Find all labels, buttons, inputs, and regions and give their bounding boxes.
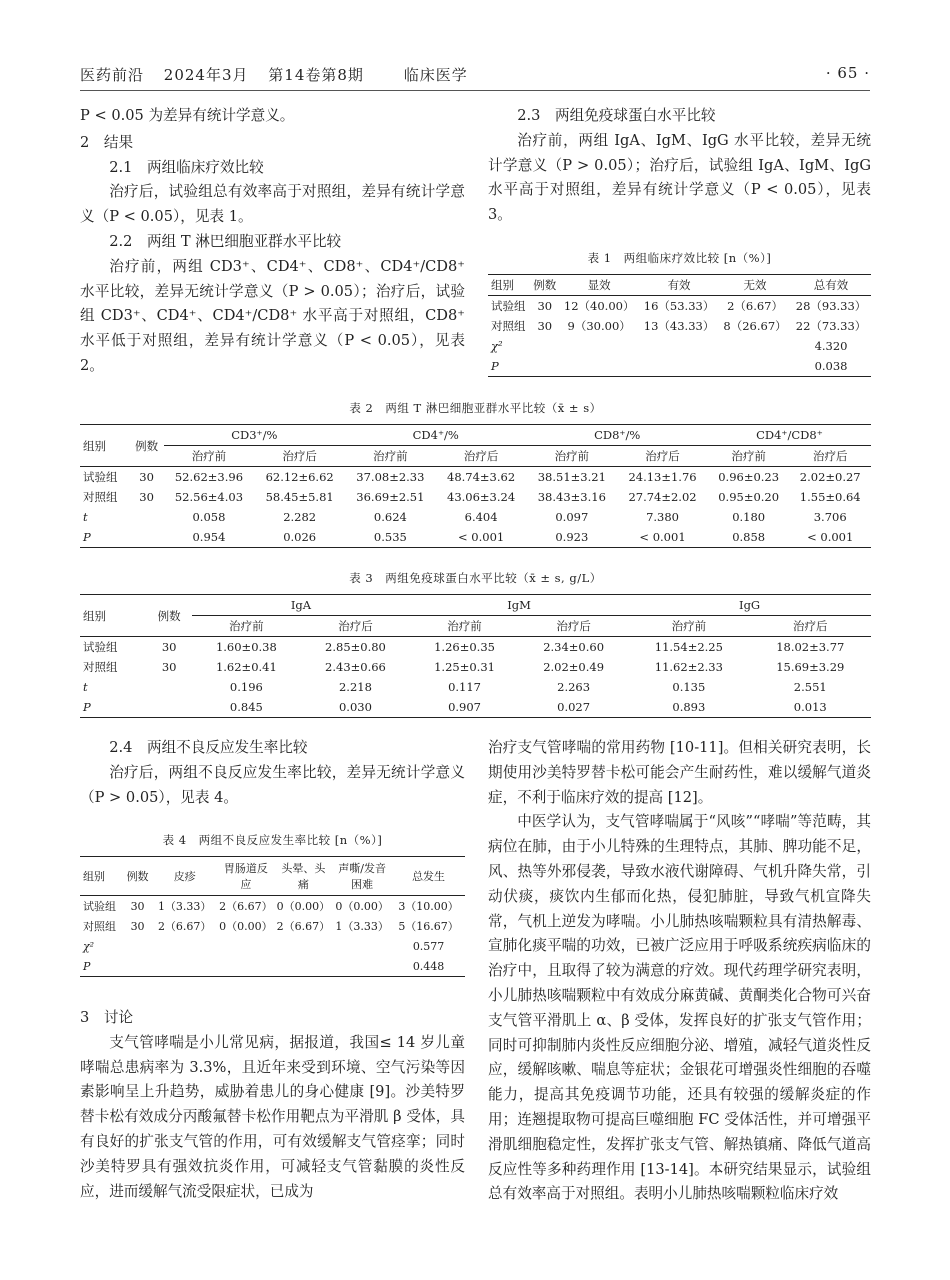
heading-2-4: 2.4 两组不良反应发生率比较 <box>109 739 308 756</box>
paragraph-significance: P < 0.05 为差异有统计学意义。 <box>80 107 295 124</box>
table-row <box>80 896 465 917</box>
table-cell: 30 <box>139 470 154 484</box>
table-row <box>80 637 871 658</box>
table-subheader: 治疗前 <box>410 616 519 637</box>
header-divider <box>80 90 870 91</box>
table-cell: 3.706 <box>813 510 847 524</box>
volume-issue: 第14卷第8期 <box>268 66 364 84</box>
table-cell: 2.85±0.80 <box>325 640 386 654</box>
table-cell: 1.60±0.38 <box>215 640 277 654</box>
heading-results: 2 结果 <box>80 133 134 151</box>
journal-name: 医药前沿 <box>80 66 145 84</box>
heading-2-2: 2.2 两组 T 淋巴细胞亚群水平比较 <box>109 232 342 250</box>
table-cell: 0.858 <box>708 527 790 548</box>
paragraph-discussion: 支气管哮喘是小儿常见病，据报道，我国≤ 14 岁儿童哮喘总患病率为 3.3%，且近年来受到环境、空气污染等因素影响呈上升趋势，威胁着患儿的身心健康 [9]。沙美特罗替卡松有效成分丙酸氟替卡松作用靶点为平滑肌 β 受体，具有良好的扩张支气管的作用，可有效缓解支气管痉挛；同时沙美特罗具有强效抗炎作用，可减轻支气管黏膜的炎性反应，进而缓解气流受限症状，已成为 <box>80 1033 465 1200</box>
table-cell: 0.907 <box>410 697 519 718</box>
left-column-discussion <box>80 1004 465 1204</box>
table-cell: 0.196 <box>229 680 263 694</box>
table-cell: 1.55±0.64 <box>799 490 861 504</box>
table-cell: 0.577 <box>412 939 445 953</box>
table-cell: 0.923 <box>526 527 617 548</box>
table-cell: 2（6.67） <box>219 900 273 913</box>
table-4-block <box>80 832 465 977</box>
table-header-cell: 头晕、头痛 <box>275 857 333 896</box>
table-cell: t <box>83 680 88 694</box>
table-cell: 试验组 <box>83 900 116 913</box>
table-cell: 58.45±5.81 <box>265 490 334 504</box>
table-cell: 2.263 <box>557 680 591 694</box>
table-cell: 对照组 <box>83 660 118 674</box>
table-cell: 对照组 <box>83 490 118 504</box>
table-cell: 11.62±2.33 <box>654 660 723 674</box>
table-cell: 0.027 <box>519 697 628 718</box>
table-subheader: 治疗后 <box>254 446 345 467</box>
table-cell: 0.013 <box>750 697 871 718</box>
table-cell: 0.030 <box>301 697 410 718</box>
table-cell: 30 <box>139 490 154 504</box>
table-cell: 7.380 <box>646 510 679 524</box>
table-cell: 0.845 <box>192 697 301 718</box>
table-cell: 30 <box>130 899 145 913</box>
table-subheader: 治疗后 <box>789 446 871 467</box>
table-1-block <box>488 250 871 377</box>
table-cell: < 0.001 <box>617 527 708 548</box>
table-header-cell: 声嘶/发音困难 <box>332 857 392 896</box>
table-cell: 0（0.00） <box>276 900 331 913</box>
table-cell: P <box>488 356 530 377</box>
table-1-caption: 表 1 两组临床疗效比较 [n（%）] <box>587 251 772 265</box>
table-cell: 12（40.00） <box>563 299 635 313</box>
table-cell: 30 <box>161 640 177 654</box>
table-cell: 38.43±3.16 <box>537 490 606 504</box>
table-cell: 0.180 <box>732 510 766 524</box>
table-row <box>80 657 871 677</box>
table-cell: 1.26±0.35 <box>434 640 495 654</box>
right-column-bottom <box>488 736 871 1207</box>
table-cell: 0.624 <box>373 510 407 524</box>
table-header-group: CD4⁺/CD8⁺ <box>708 425 871 446</box>
table-row <box>80 467 871 488</box>
table-row <box>80 487 871 507</box>
table-cell: 1（3.33） <box>157 900 212 913</box>
table-cell: < 0.001 <box>436 527 527 548</box>
table-cell: 2（6.67） <box>157 920 212 933</box>
table-header-cell: 例数 <box>146 595 191 637</box>
table-header-cell: 胃肠道反应 <box>217 857 275 896</box>
table-subheader: 治疗前 <box>192 616 301 637</box>
table-cell: 0.026 <box>254 527 345 548</box>
table-cell: 52.62±3.96 <box>174 470 244 484</box>
table-subheader: 治疗后 <box>750 616 871 637</box>
table-row <box>488 316 871 336</box>
table-cell: 30 <box>537 299 553 313</box>
table-cell: 37.08±2.33 <box>356 470 425 484</box>
paragraph-2-2: 治疗前，两组 CD3⁺、CD4⁺、CD8⁺、CD4⁺/CD8⁺ 水平比较，差异无统计学意义（P > 0.05）；治疗后，试验组 CD3⁺、CD4⁺、CD4⁺/CD8⁺ 水平高于对照组，CD8⁺ 水平低于对照组，差异有统计学意义（P < 0.05），见表 2。 <box>80 257 465 374</box>
table-cell: 试验组 <box>83 640 118 654</box>
table-cell: 4.320 <box>814 339 848 353</box>
table-row <box>80 916 465 936</box>
table-cell: 43.06±3.24 <box>447 490 516 504</box>
table-cell: 0.535 <box>345 527 436 548</box>
table-cell <box>146 677 191 697</box>
table-header-cell: 组别 <box>488 275 530 296</box>
table-cell: 2（6.67） <box>727 299 783 313</box>
table-cell: t <box>83 510 88 524</box>
paragraph-2-1: 治疗后，试验组总有效率高于对照组，差异有统计学意义（P < 0.05），见表 1。 <box>80 183 465 226</box>
table-cell: χ² <box>491 339 503 353</box>
table-cell: 3（10.00） <box>398 900 459 913</box>
heading-2-3: 2.3 两组免疫球蛋白水平比较 <box>517 107 716 124</box>
table-header-cell: 显效 <box>559 275 639 296</box>
table-cell <box>130 527 164 548</box>
page-number: · 65 · <box>825 64 870 82</box>
table-cell: 试验组 <box>83 470 118 484</box>
table-2 <box>80 424 871 548</box>
left-column-bottom <box>80 736 465 810</box>
table-row <box>80 956 465 977</box>
table-subheader: 治疗前 <box>708 446 790 467</box>
table-subheader: 治疗前 <box>628 616 749 637</box>
table-header-cell: 皮疹 <box>152 857 217 896</box>
table-subheader: 治疗后 <box>617 446 708 467</box>
table-cell: 1.62±0.41 <box>215 660 277 674</box>
table-cell: 1.25±0.31 <box>434 660 495 674</box>
table-1 <box>488 274 871 377</box>
table-3-block <box>80 570 871 718</box>
table-cell: 试验组 <box>491 299 526 313</box>
paragraph-tcm: 中医学认为，支气管哮喘属于“风咳”“哮喘”等范畴，其病位在肺，由于小儿特殊的生理特点，其肺、脾功能不足，风、热等外邪侵袭，导致水液代谢障碍、气机升降失常，引动伏痰，痰饮内生郁而化热，侵犯肺脏，导致气机宣降失常，气机上逆发为哮喘。小儿肺热咳喘颗粒具有清热解毒、宣肺化痰平喘的功效，已被广泛应用于呼吸系统疾病临床的治疗中，且取得了较为满意的疗效。现代药理学研究表明，小儿肺热咳喘颗粒中有效成分麻黄碱、黄酮类化合物可兴奋支气管平滑肌上 α、β 受体，发挥良好的扩张支气管作用；同时可抑制肺内炎性反应细胞分泌、增殖，减轻气道炎性反应，缓解咳嗽、喘息等症状；金银花可增强炎性细胞的吞噬能力，提高其免疫调节功能，还具有较强的缓解炎症的作用；连翘提取物可提高巨噬细胞 FC 受体活性，并可增强平滑肌细胞稳定性，发挥扩张支气管、解热镇痛、降低气道高反应性等多种药理作用 [13-14]。本研究结果显示，试验组总有效率高于对照组。表明小儿肺热咳喘颗粒临床疗效 <box>488 813 871 1203</box>
table-cell: 16（53.33） <box>643 299 715 313</box>
table-cell: 27.74±2.02 <box>628 490 697 504</box>
table-cell: 0（0.00） <box>219 920 273 933</box>
table-2-block <box>80 400 871 548</box>
table-cell: P <box>80 697 146 718</box>
table-cell: 1（3.33） <box>335 920 389 933</box>
paragraph-2-3: 治疗前，两组 IgA、IgM、IgG 水平比较，差异无统计学意义（P > 0.05）；治疗后，试验组 IgA、IgM、IgG 水平高于对照组，差异有统计学意义（P < 0.05），见表 3。 <box>488 131 871 224</box>
table-header-cell: 组别 <box>80 425 130 467</box>
table-row <box>80 677 871 697</box>
table-cell: 22（73.33） <box>795 319 867 333</box>
table-cell: 18.02±3.77 <box>776 640 845 654</box>
table-cell: 2.43±0.66 <box>325 660 386 674</box>
table-cell: 30 <box>161 660 177 674</box>
paragraph-2-4: 治疗后，两组不良反应发生率比较，差异无统计学意义（P > 0.05），见表 4。 <box>80 763 465 806</box>
table-row <box>80 507 871 527</box>
table-cell: 36.69±2.51 <box>356 490 425 504</box>
table-cell <box>146 697 191 718</box>
table-header-cell: 总发生 <box>392 857 465 896</box>
table-cell: 0.448 <box>392 956 465 977</box>
table-header-cell: 例数 <box>123 857 152 896</box>
table-cell: 2.218 <box>338 680 372 694</box>
table-cell: 24.13±1.76 <box>628 470 697 484</box>
table-cell <box>130 507 164 527</box>
table-4 <box>80 856 465 977</box>
table-cell: 2.34±0.60 <box>543 640 605 654</box>
table-header-cell: 总有效 <box>791 275 871 296</box>
table-row <box>488 356 871 377</box>
table-cell: 2.02±0.49 <box>543 660 605 674</box>
paragraph-continued: 治疗支气管哮喘的常用药物 [10-11]。但相关研究表明，长期使用沙美特罗替卡松可能会产生耐药性，难以缓解气道炎症，不利于临床疗效的提高 [12]。 <box>488 739 871 806</box>
table-cell: < 0.001 <box>789 527 871 548</box>
left-column-top <box>80 104 465 379</box>
table-header-group: IgG <box>628 595 871 616</box>
table-cell: 0.954 <box>164 527 255 548</box>
table-subheader: 治疗前 <box>164 446 255 467</box>
table-cell: 30 <box>130 919 145 933</box>
table-cell: 对照组 <box>83 920 116 933</box>
table-header-cell: 例数 <box>530 275 559 296</box>
table-header-cell: 有效 <box>639 275 719 296</box>
table-cell: 15.69±3.29 <box>776 660 845 674</box>
table-row <box>488 296 871 317</box>
table-row <box>80 697 871 718</box>
section-name: 临床医学 <box>403 66 468 84</box>
table-header-cell: 无效 <box>719 275 791 296</box>
table-4-caption: 表 4 两组不良反应发生率比较 [n（%）] <box>162 833 383 847</box>
table-cell: 0（0.00） <box>335 900 389 913</box>
table-2-caption: 表 2 两组 T 淋巴细胞亚群水平比较（x̄ ± s） <box>349 401 602 415</box>
table-header-group: CD4⁺/% <box>345 425 526 446</box>
table-cell: 0.117 <box>448 680 481 694</box>
table-cell: 0.893 <box>628 697 749 718</box>
heading-discussion: 3 讨论 <box>80 1009 134 1026</box>
table-cell: 38.51±3.21 <box>537 470 606 484</box>
table-3 <box>80 594 871 718</box>
table-subheader: 治疗后 <box>436 446 527 467</box>
table-row <box>80 936 465 956</box>
table-cell: 0.038 <box>791 356 871 377</box>
table-cell: 2（6.67） <box>276 920 331 933</box>
table-header-group: CD8⁺/% <box>526 425 707 446</box>
table-subheader: 治疗后 <box>519 616 628 637</box>
table-3-caption: 表 3 两组免疫球蛋白水平比较（x̄ ± s, g/L） <box>349 571 602 585</box>
table-cell: 对照组 <box>491 319 526 333</box>
table-cell: 48.74±3.62 <box>447 470 516 484</box>
table-subheader: 治疗前 <box>345 446 436 467</box>
table-cell: 11.54±2.25 <box>654 640 723 654</box>
table-cell: 5（16.67） <box>398 920 459 933</box>
table-header-group: IgA <box>192 595 410 616</box>
table-header-cell: 例数 <box>130 425 164 467</box>
table-header-cell: 组别 <box>80 595 146 637</box>
table-cell: 0.95±0.20 <box>718 490 780 504</box>
table-cell: χ² <box>83 939 95 953</box>
table-cell: P <box>80 527 130 548</box>
table-cell: 62.12±6.62 <box>265 470 334 484</box>
running-header <box>80 64 870 86</box>
table-row <box>488 336 871 356</box>
table-subheader: 治疗前 <box>526 446 617 467</box>
table-cell: 28（93.33） <box>795 299 867 313</box>
table-cell: 8（26.67） <box>723 319 787 333</box>
table-cell: 0.097 <box>555 510 589 524</box>
right-column-top <box>488 104 871 228</box>
table-cell: 52.56±4.03 <box>174 490 244 504</box>
table-cell: 0.96±0.23 <box>718 470 780 484</box>
table-cell: 0.135 <box>672 680 706 694</box>
table-cell: P <box>80 956 123 977</box>
issue-date: 2024年3月 <box>163 66 249 84</box>
table-cell: 13（43.33） <box>643 319 715 333</box>
table-header-group: CD3⁺/% <box>164 425 345 446</box>
table-cell: 0.058 <box>192 510 226 524</box>
table-cell: 2.282 <box>283 510 317 524</box>
table-cell: 30 <box>537 319 553 333</box>
table-cell: 6.404 <box>464 510 498 524</box>
table-subheader: 治疗后 <box>301 616 410 637</box>
table-row <box>80 527 871 548</box>
table-cell: 2.02±0.27 <box>799 470 861 484</box>
table-header-group: IgM <box>410 595 628 616</box>
table-cell: 9（30.00） <box>567 319 631 333</box>
table-header-cell: 组别 <box>80 857 123 896</box>
heading-2-1: 2.1 两组临床疗效比较 <box>109 158 264 176</box>
table-cell: 2.551 <box>793 680 827 694</box>
